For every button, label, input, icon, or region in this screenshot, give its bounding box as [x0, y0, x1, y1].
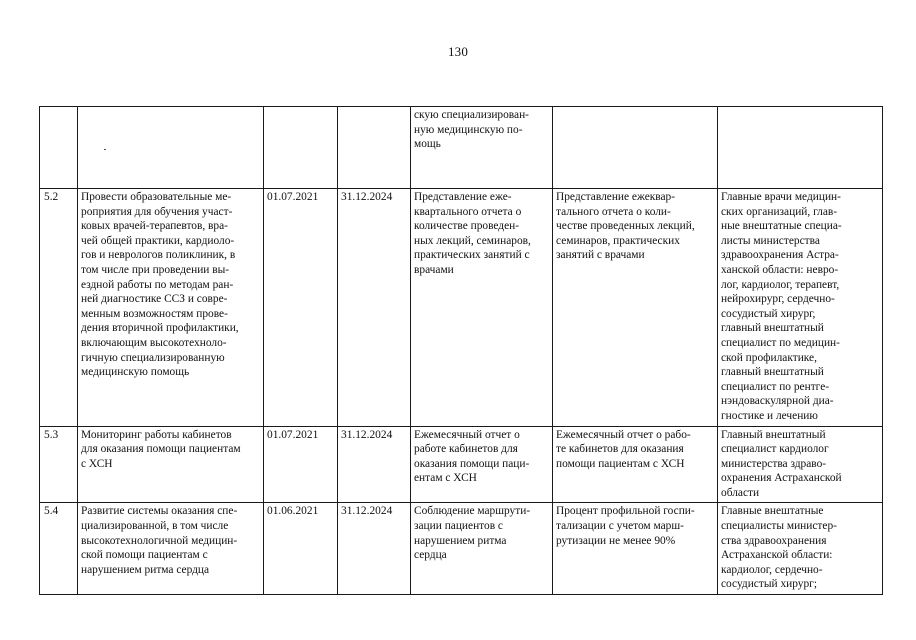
result-cell: Представление еже- квартального отчета о количестве проведен- ных лекций, семинаров, практических занятий с врачами [411, 189, 553, 427]
indicator-cell [553, 107, 718, 189]
end-date-cell [338, 107, 411, 189]
result-cell: скую специализирован- ную медицинскую по- мощь [411, 107, 553, 189]
indicator-cell: Представление ежеквар- тального отчета о коли- честве проведенных лекций, семинаров, практических занятий с врачами [553, 189, 718, 427]
responsible-cell: Главный внештатный специалист кардиолог министерства здраво- охранения Астраханской области [718, 426, 883, 503]
start-date-cell: 01.07.2021 [264, 189, 338, 427]
start-date-cell: 01.06.2021 [264, 503, 338, 595]
activity-cell: Провести образовательные ме- роприятия для обучения участ- ковых врачей-терапевтов, вра- чей общей практики, кардиоло- гов и неврологов поликлиник, в том числе при проведении вы- ездной работы по методам ран- ней диагностике ССЗ и совре- менным возможностям прове- дения вторичной профилактики, включающим высокотехноло- гичную специализированную медицинскую помощь [78, 189, 264, 427]
responsible-cell: Главные внештатные специалисты министер- ства здравоохранения Астраханской области: кардиолог, сердечно- сосудистый хирург; [718, 503, 883, 595]
activity-cell [78, 107, 264, 189]
responsible-cell [718, 107, 883, 189]
start-date-cell [264, 107, 338, 189]
table-row [40, 107, 883, 189]
indicator-cell: Ежемесячный отчет о рабо- те кабинетов для оказания помощи пациентам с ХСН [553, 426, 718, 503]
activity-cell: Развитие системы оказания спе- циализированной, в том числе высокотехнологичной медицин- ской помощи пациентам с нарушением ритма сердца [78, 503, 264, 595]
result-cell: Ежемесячный отчет о работе кабинетов для оказания помощи паци- ентам с ХСН [411, 426, 553, 503]
table-row [40, 426, 883, 503]
start-date-cell: 01.07.2021 [264, 426, 338, 503]
indicator-cell: Процент профильной госпи- тализации с учетом марш- рутизации не менее 90% [553, 503, 718, 595]
page-number: 130 [447, 44, 469, 59]
end-date-cell: 31.12.2024 [338, 426, 411, 503]
table-row [40, 503, 883, 595]
row-number-cell: 5.3 [40, 426, 78, 503]
end-date-cell: 31.12.2024 [338, 503, 411, 595]
row-number-cell: 5.2 [40, 189, 78, 427]
table-row [40, 189, 883, 427]
activity-plan-table [39, 106, 883, 595]
activity-cell: Мониторинг работы кабинетов для оказания помощи пациентам с ХСН [78, 426, 264, 503]
result-cell: Соблюдение маршрути- зации пациентов с нарушением ритма сердца [411, 503, 553, 595]
responsible-cell: Главные врачи медицин- ских организаций, глав- ные внештатные специа- листы министерства здравоохранения Астра- ханской области: невро- лог, кардиолог, терапевт, нейрохирург, сердечно- сосудистый хирург, главный внештатный специалист по медицин- ской профилактике, главный внештатный специалист по рентге- нэндоваскулярной диа- гностике и лечению [718, 189, 883, 427]
end-date-cell: 31.12.2024 [338, 189, 411, 427]
row-number-cell: 5.4 [40, 503, 78, 595]
row-number-cell [40, 107, 78, 189]
scan-speck [104, 149, 106, 150]
